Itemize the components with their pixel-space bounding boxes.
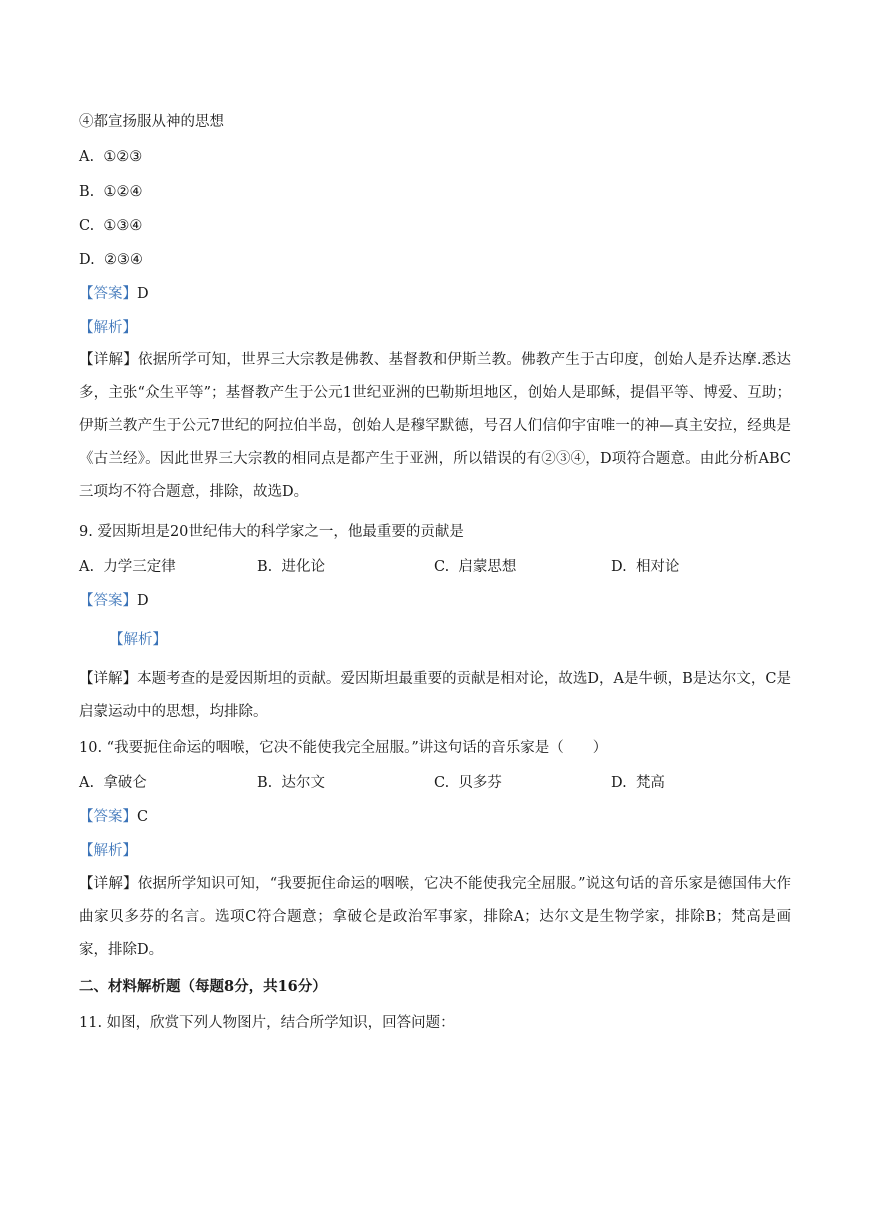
q8-option-c [79, 216, 142, 236]
option-label: A. [79, 149, 95, 165]
detail-tag: 【详解】 [79, 352, 138, 368]
q10-detail [79, 868, 791, 967]
option-text: ①②③ [103, 149, 143, 165]
answer-tag: 【答案】 [79, 286, 137, 302]
answer-tag: 【答案】 [79, 809, 137, 825]
option-label: C. [79, 218, 95, 234]
option-label: C. [434, 775, 450, 791]
q9-option-d [611, 557, 679, 577]
q10-option-b [257, 773, 325, 793]
q9-option-c [434, 557, 516, 577]
q9-option-b [257, 557, 325, 577]
option-text: 贝多芬 [458, 775, 502, 791]
detail-tag: 【详解】 [79, 671, 138, 687]
option-text: ②③④ [103, 252, 143, 268]
option-label: B. [257, 559, 273, 575]
option-text: 力学三定律 [103, 559, 176, 575]
option-text: ①②④ [103, 184, 143, 200]
q8-item-4: ④都宣扬服从神的思想 [79, 114, 224, 130]
option-text: 梵高 [635, 775, 665, 791]
answer-value: D [137, 593, 149, 609]
analysis-tag: 【解析】 [79, 320, 137, 336]
q10-option-d [611, 773, 665, 793]
detail-tag: 【详解】 [79, 876, 138, 892]
detail-text: 依据所学知识可知，“我要扼住命运的咽喉，它决不能使我完全屈服。”说这句话的音乐家是德国伟大作曲家贝多芬的名言。选项C符合题意；拿破仑是政治军事家，排除A；达尔文是生物学家，排除B；梵高是画家，排除D。 [79, 876, 791, 958]
option-label: A. [79, 559, 95, 575]
q9-answer [79, 591, 149, 611]
q8-detail [79, 344, 791, 509]
q10-option-c [434, 773, 502, 793]
option-text: 拿破仑 [103, 775, 147, 791]
section-heading: 二、材料解析题（每题8分，共16分） [79, 978, 327, 995]
option-label: D. [611, 559, 627, 575]
detail-text: 依据所学可知，世界三大宗教是佛教、基督教和伊斯兰教。佛教产生于古印度，创始人是乔达摩.悉达多，主张“众生平等”；基督教产生于公元1世纪亚洲的巴勒斯坦地区，创始人是耶稣，提倡平等、博爱、互助；伊斯兰教产生于公元7世纪的阿拉伯半岛，创始人是穆罕默德，号召人们信仰宇宙唯一的神—真主安拉，经典是《古兰经》。因此世界三大宗教的相同点是都产生于亚洲，所以错误的有②③④，D项符合题意。由此分析ABC三项均不符合题意，排除，故选D。 [79, 352, 791, 500]
q10-analysis-tag [79, 841, 137, 861]
option-text: 达尔文 [281, 775, 325, 791]
q11-stem: 11. 如图，欣赏下列人物图片，结合所学知识，回答问题： [79, 1015, 455, 1031]
q9-stem: 9. 爱因斯坦是20世纪伟大的科学家之一，他最重要的贡献是 [79, 524, 464, 540]
q10-stem: 10. “我要扼住命运的咽喉，它决不能使我完全屈服。”讲这句话的音乐家是（ ） [79, 740, 608, 756]
option-label: D. [611, 775, 627, 791]
q10-option-a [79, 773, 147, 793]
q8-option-d [79, 250, 143, 270]
q10-answer [79, 807, 148, 827]
q8-option-b [79, 182, 142, 202]
q9-detail [79, 663, 791, 729]
detail-text: 本题考查的是爱因斯坦的贡献。爱因斯坦最重要的贡献是相对论，故选D，A是牛顿，B是达尔文，C是启蒙运动中的思想，均排除。 [79, 671, 792, 720]
option-text: 启蒙思想 [458, 559, 517, 575]
q9-analysis-tag [109, 630, 167, 650]
q8-option-a [79, 147, 142, 167]
option-text: 相对论 [635, 559, 680, 575]
analysis-tag: 【解析】 [79, 843, 137, 859]
q8-analysis-tag [79, 318, 137, 338]
option-label: B. [79, 184, 95, 200]
option-label: A. [79, 775, 95, 791]
option-label: B. [257, 775, 273, 791]
option-text: 进化论 [281, 559, 325, 575]
answer-value: D [137, 286, 149, 302]
option-label: D. [79, 252, 95, 268]
q9-option-a [79, 557, 176, 577]
option-label: C. [434, 559, 450, 575]
answer-value: C [137, 809, 149, 825]
option-text: ①③④ [103, 218, 143, 234]
answer-tag: 【答案】 [79, 593, 137, 609]
analysis-tag: 【解析】 [109, 632, 167, 648]
q8-answer [79, 284, 149, 304]
